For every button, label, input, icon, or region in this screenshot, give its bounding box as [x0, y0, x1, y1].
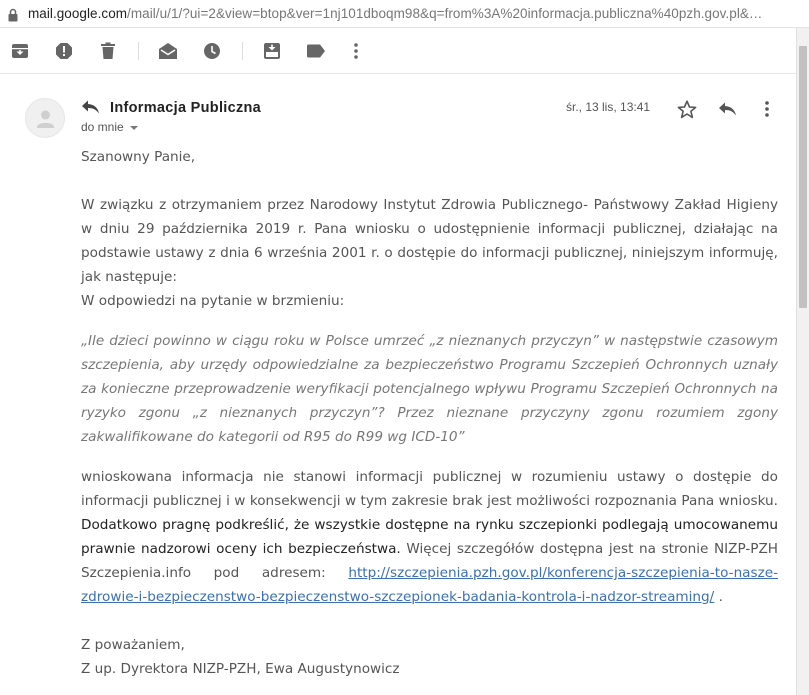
response-more-info: Więcej szczegółów dostępna jest na stronie NIZP-PZH Szczepienia.info pod adresem: [81, 541, 778, 581]
person-icon [26, 99, 65, 138]
paragraph-intro: W związku z otrzymaniem przez Narodowy Instytut Zdrowia Publicznego- Państwowy Zakład Higieny w dniu 29 października 2019 r. Pana wniosku o udostępnienie informacji publicznej, działając na podstawie ustawy z dnia 6 września 2001 r. o dostępie do informacji publicznej, niniejszym informuję, jak następuje: [81, 197, 778, 285]
scrollbar[interactable] [796, 28, 809, 695]
recipient-label: do mnie [81, 120, 124, 134]
chevron-down-icon[interactable] [130, 126, 138, 130]
url-host: mail.google.com [28, 6, 128, 21]
signature: Z up. Dyrektora NIZP-PZH, Ewa Augustynowicz [81, 661, 400, 677]
delete-icon[interactable] [98, 41, 118, 61]
more-options-icon[interactable] [756, 98, 778, 120]
url-text[interactable] [28, 6, 808, 21]
lock-icon [8, 7, 18, 21]
toolbar-divider [138, 42, 139, 60]
star-icon[interactable] [676, 98, 698, 120]
url-path: /mail/u/1/?ui=2&view=btop&ver=1nj101dboqm98&q=from%3A%20informacja.publiczna%40pzh.gov.pl&… [127, 6, 763, 21]
quoted-question: „Ile dzieci powinno w ciągu roku w Polsce umrzeć „z nieznanych przyczyn” w następstwie czasowym szczepienia, aby urzędy odpowiedzialne za bezpieczeństwo Programu Szczepień Ochronnych uznały za konieczne przeprowadzenie weryfikacji potencjalnego wpływu Programu Szczepień Ochronnych na ryzyko zgonu „z nieznanych przyczyn”? Przez nieznane przyczyny zgonu rozumiem zgony zakwalifikowane do kategorii od R95 do R99 wg ICD-10” [81, 333, 778, 445]
report-spam-icon[interactable] [54, 41, 74, 61]
reply-icon [81, 99, 100, 118]
recipient-toggle[interactable] [81, 120, 138, 134]
reply-icon[interactable] [716, 98, 738, 120]
avatar [25, 98, 65, 138]
message-date: śr., 13 lis, 13:41 [566, 100, 651, 114]
message-toolbar [0, 28, 796, 74]
archive-icon[interactable] [10, 41, 30, 61]
greeting: Szanowny Panie, [81, 149, 196, 165]
snooze-icon[interactable] [202, 41, 222, 61]
paragraph-question-intro: W odpowiedzi na pytanie w brzmieniu: [81, 293, 345, 309]
response-end: . [714, 589, 723, 605]
paragraph-response [81, 465, 778, 609]
closing: Z poważaniem, [81, 637, 185, 653]
response-text: wnioskowana informacja nie stanowi informacji publicznej w rozumieniu ustawy o dostępie do informacji publicznej i w konsekwencji w tym zakresie brak jest możliwości rozpoznania Pana wniosku. [81, 469, 778, 509]
sender-row [81, 98, 261, 118]
address-bar[interactable] [0, 0, 809, 28]
info-link[interactable]: http://szczepienia.pzh.gov.pl/konferencja-szczepienia-to-nasze-zdrowie-i-bezpieczenstwo-bezpieczenstwo-szczepionek-badania-kontrola-i-nadzor-streaming/ [81, 565, 778, 605]
mark-unread-icon[interactable] [158, 41, 178, 61]
toolbar-divider [242, 42, 243, 60]
move-to-icon[interactable] [262, 41, 282, 61]
more-icon[interactable] [346, 41, 366, 61]
sender-name[interactable]: Informacja Publiczna [110, 100, 262, 116]
response-emphasis: Dodatkowo pragnę podkreślić, że wszystkie dostępne na rynku szczepionki podlegają umocowanemu prawnie nadzorowi oceny ich bezpieczeństwa. [81, 517, 778, 557]
label-icon[interactable] [306, 41, 326, 61]
scrollbar-thumb[interactable] [799, 46, 807, 308]
